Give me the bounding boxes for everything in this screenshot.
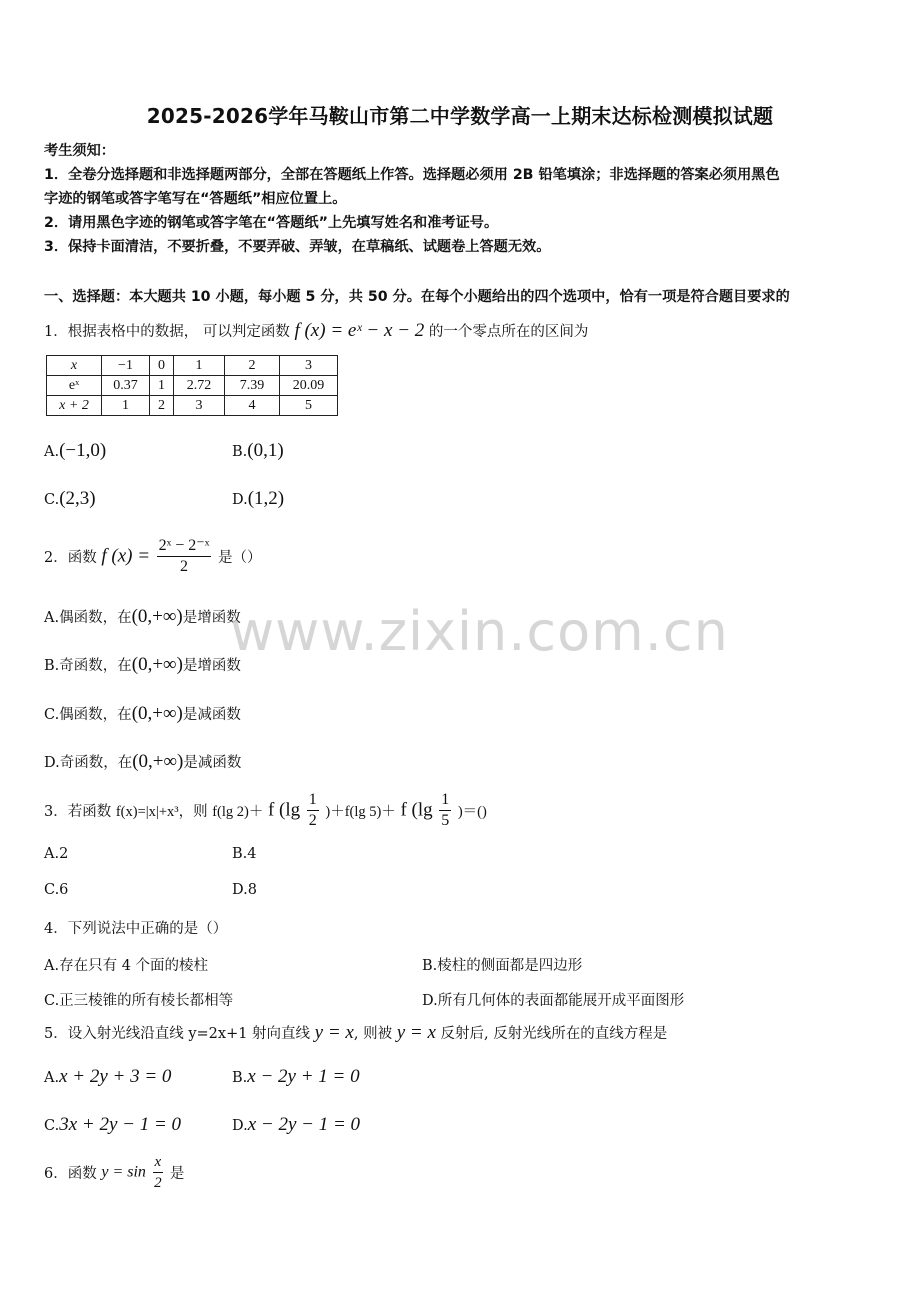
q5-option-b[interactable]: B.x − 2y + 1 = 0 (232, 1066, 360, 1087)
q5-mid: , 则被 (353, 1026, 393, 1042)
table-cell: 20.09 (280, 376, 338, 396)
q3-fifth-num: 1 (439, 790, 451, 811)
q3-option-c[interactable]: C.6 (44, 882, 69, 898)
q3-fifth-den: 5 (441, 812, 450, 829)
q5-line-2: y = x (396, 1022, 436, 1043)
q2-prefix: 2．函数 (44, 550, 97, 566)
q3-fraction-fifth (439, 790, 451, 831)
q1-option-a[interactable]: A.(−1,0) (44, 440, 107, 461)
table-cell: 2 (225, 356, 280, 376)
question-6 (44, 1152, 184, 1193)
question-2 (44, 536, 261, 577)
q3-half-num: 1 (307, 790, 319, 811)
notice-heading: 考生须知： (44, 143, 115, 159)
q2-option-a[interactable]: A.偶函数，在(0,+∞)是增函数 (44, 606, 241, 627)
table-cell: 0.37 (102, 376, 150, 396)
notice-item-3: 3．保持卡面清洁，不要折叠，不要弄破、弄皱，在草稿纸、试题卷上答题无效。 (44, 239, 551, 255)
q6-fraction (153, 1152, 164, 1193)
q3-fraction-half (307, 790, 319, 831)
q1-data-table (46, 355, 338, 416)
table-row (47, 376, 338, 396)
question-4: 4．下列说法中正确的是（） (44, 921, 228, 937)
q1-function: f (x) = eˣ − x − 2 (294, 320, 425, 341)
q1-option-d[interactable]: D.(1,2) (232, 488, 285, 509)
q3-expr-6: )＝() (457, 804, 487, 820)
notice-item-1-cont: 字迹的钢笔或答字笔写在“答题纸”相应位置上。 (44, 191, 347, 207)
table-cell: 4 (225, 396, 280, 416)
q6-lhs: y = sin (101, 1163, 146, 1181)
question-1 (44, 320, 588, 342)
table-cell: 2.72 (174, 376, 225, 396)
notice-item-1: 1．全卷分选择题和非选择题两部分，全部在答题纸上作答。选择题必须用 2B 铅笔填涂；非选择题的答案必须用黑色 (44, 167, 780, 183)
q1-prefix: 1．根据表格中的数据， 可以判定函数 (44, 324, 290, 340)
table-cell: x + 2 (47, 396, 102, 416)
table-cell: 1 (150, 376, 174, 396)
q2-option-c[interactable]: C.偶函数，在(0,+∞)是减函数 (44, 703, 241, 724)
q6-numerator: x (153, 1152, 164, 1173)
table-cell: x (47, 356, 102, 376)
q6-suffix: 是 (169, 1166, 185, 1182)
table-cell: 5 (280, 396, 338, 416)
question-3 (44, 790, 487, 831)
q6-prefix: 6．函数 (44, 1166, 97, 1182)
q4-option-b[interactable]: B.棱柱的侧面都是四边形 (422, 958, 583, 974)
notice-item-2: 2．请用黑色字迹的钢笔或答字笔在“答题纸”上先填写姓名和准考证号。 (44, 215, 499, 231)
q6-denominator: 2 (154, 1175, 162, 1191)
q2-option-d[interactable]: D.奇函数，在(0,+∞)是减函数 (44, 751, 242, 772)
q3-option-a[interactable]: A.2 (44, 846, 69, 862)
q5-prefix: 5．设入射光线沿直线 y=2x+1 射向直线 (44, 1026, 311, 1042)
table-cell: 0 (150, 356, 174, 376)
q2-option-b[interactable]: B.奇函数，在(0,+∞)是增函数 (44, 654, 241, 675)
q3-expr-2: f(lg 2)＋ (212, 804, 264, 820)
q1-option-c[interactable]: C.(2,3) (44, 488, 96, 509)
question-5 (44, 1022, 667, 1044)
q2-fraction (157, 536, 212, 577)
q3-expr-5: f (lg (400, 799, 433, 821)
watermark: www.zixin.com.cn (230, 600, 729, 663)
section-heading: 一、选择题：本大题共 10 小题，每小题 5 分，共 50 分。在每个小题给出的四个选项中，恰有一项是符合题目要求的 (44, 289, 790, 305)
q4-option-a[interactable]: A.存在只有 4 个面的棱柱 (44, 958, 209, 974)
q5-line: y = x (314, 1022, 354, 1043)
q1-suffix: 的一个零点所在的区间为 (428, 324, 589, 340)
q5-suffix: 反射后, 反射光线所在的直线方程是 (440, 1026, 668, 1042)
page-title: 2025-2026学年马鞍山市第二中学数学高一上期末达标检测模拟试题 (146, 104, 774, 128)
table-cell: 7.39 (225, 376, 280, 396)
q1-option-b[interactable]: B.(0,1) (232, 440, 284, 461)
q3-expr-1: f(x)=|x|+x³，则 (115, 804, 208, 820)
q5-option-c[interactable]: C.3x + 2y − 1 = 0 (44, 1114, 182, 1135)
table-row (47, 396, 338, 416)
table-cell: 1 (174, 356, 225, 376)
q3-option-d[interactable]: D.8 (232, 882, 257, 898)
q3-option-b[interactable]: B.4 (232, 846, 257, 862)
q5-option-d[interactable]: D.x − 2y − 1 = 0 (232, 1114, 361, 1135)
q2-suffix: 是（） (217, 550, 262, 566)
table-cell: eˣ (47, 376, 102, 396)
q2-denominator: 2 (180, 558, 188, 575)
q3-prefix: 3．若函数 (44, 804, 112, 820)
table-cell: 3 (174, 396, 225, 416)
table-cell: −1 (102, 356, 150, 376)
q5-option-a[interactable]: A.x + 2y + 3 = 0 (44, 1066, 172, 1087)
table-cell: 1 (102, 396, 150, 416)
q3-expr-4: )＋f(lg 5)＋ (325, 804, 396, 820)
q4-option-c[interactable]: C.正三棱锥的所有棱长都相等 (44, 993, 234, 1009)
q4-option-d[interactable]: D.所有几何体的表面都能展开成平面图形 (422, 993, 685, 1009)
q2-function-lhs: f (x) = (101, 545, 151, 567)
q3-half-den: 2 (308, 812, 317, 829)
table-cell: 2 (150, 396, 174, 416)
table-cell: 3 (280, 356, 338, 376)
q3-expr-3: f (lg (267, 799, 301, 821)
table-row (47, 356, 338, 376)
q2-numerator: 2ˣ − 2⁻ˣ (157, 536, 212, 557)
